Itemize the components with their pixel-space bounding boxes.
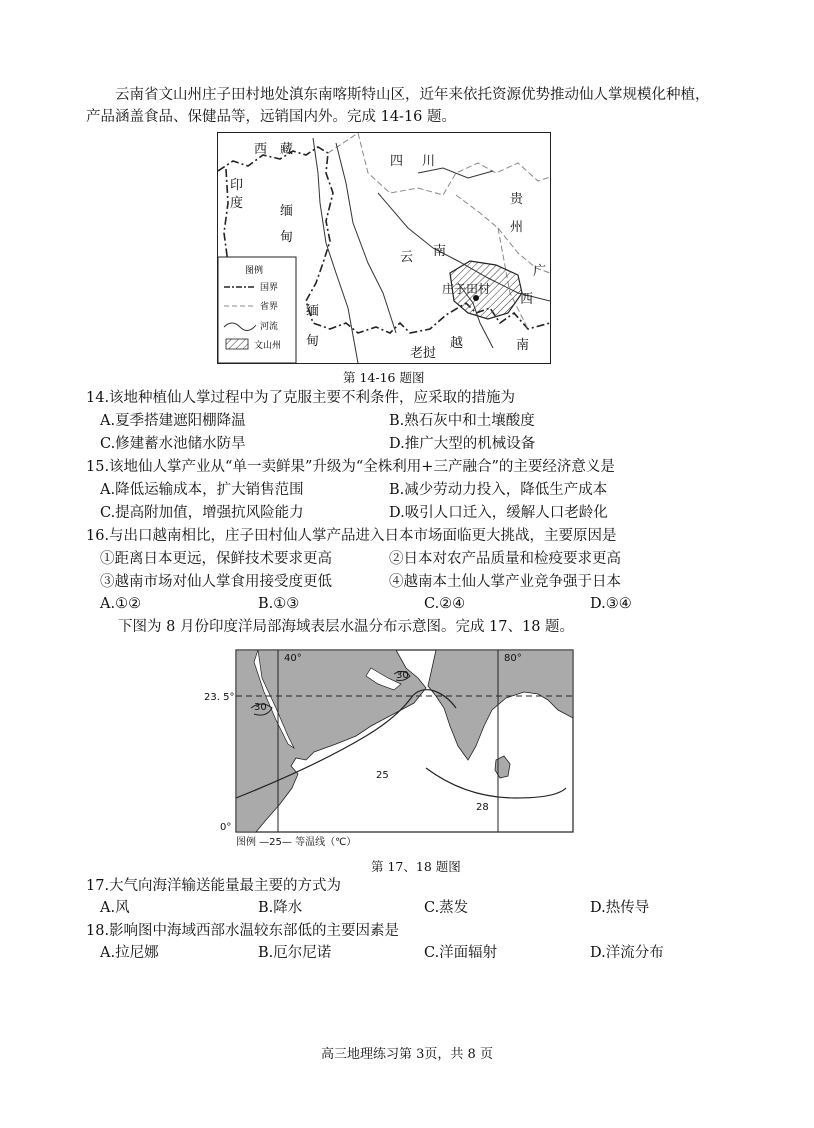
label-myanmar-b-2: 甸 [306, 334, 320, 349]
q14-option-c: C.修建蓄水池储水防旱 [100, 436, 246, 452]
q17-option-b: B.降水 [258, 900, 303, 916]
q15-option-c: C.提高附加值，增强抗风险能力 [100, 505, 304, 521]
label-laos: 老挝 [410, 346, 437, 361]
label-myanmar-a-1: 缅 [280, 204, 294, 219]
label-sichuan-2: 川 [422, 154, 436, 169]
legend-river: 河流 [260, 322, 279, 332]
q16-statement-4: ④越南本土仙人掌产业竞争强于日本 [389, 574, 621, 590]
label-lat-equator: 0° [220, 822, 232, 833]
q15-option-b: B.减少劳动力投入，降低生产成本 [389, 482, 608, 498]
label-iso25: 25 [376, 770, 389, 781]
yunnan-map [217, 132, 551, 364]
legend-national: 国界 [260, 283, 279, 293]
label-lon-40: 40° [284, 653, 302, 664]
label-guangxi-1: 广 [533, 264, 547, 279]
river-1 [313, 138, 358, 363]
q14-option-d: D.推广大型的机械设备 [389, 436, 536, 452]
q16-statement-3: ③越南市场对仙人掌食用接受度更低 [100, 574, 332, 590]
indian-ocean-map [196, 648, 580, 850]
label-vietnam-2: 南 [516, 338, 530, 353]
label-guangxi-2: 西 [520, 292, 534, 307]
q18-option-c: C.洋面辐射 [424, 945, 498, 961]
q16-option-d: D.③④ [590, 596, 632, 612]
label-xizang-2: 藏 [280, 142, 294, 157]
label-yunnan-2: 南 [433, 244, 447, 259]
q17-option-a: A.风 [100, 900, 130, 916]
map1-legend [218, 257, 296, 363]
q15-stem: 15.该地仙人掌产业从“单一卖鲜果”升级为“全株利用+三产融合”的主要经济意义是 [86, 459, 615, 475]
label-india-2: 度 [230, 196, 244, 211]
label-iso28: 28 [476, 802, 489, 813]
label-lat-tropic: 23. 5° [204, 692, 235, 703]
label-xizang-1: 西 [254, 142, 268, 157]
q16-option-a: A.①② [100, 596, 142, 612]
q17-stem: 17.大气向海洋输送能量最主要的方式为 [86, 878, 342, 894]
q18-option-b: B.厄尔尼诺 [258, 945, 332, 961]
intro-2: 下图为 8 月份印度洋局部海域表层水温分布示意图。完成 17、18 题。 [118, 619, 575, 635]
q16-option-c: C.②④ [424, 596, 466, 612]
q16-option-b: B.①③ [258, 596, 300, 612]
label-sichuan-1: 四 [390, 154, 404, 169]
q18-stem: 18.影响图中海域西部水温较东部低的主要因素是 [86, 923, 400, 939]
q14-option-b: B.熟石灰中和土壤酸度 [389, 413, 535, 429]
label-yunnan-1: 云 [400, 250, 414, 265]
q14-option-a: A.夏季搭建遮阳棚降温 [100, 413, 246, 429]
q15-option-d: D.吸引人口迁入，缓解人口老龄化 [389, 505, 608, 521]
label-india-1: 印 [230, 178, 244, 193]
label-vietnam-1: 越 [450, 336, 464, 351]
label-iso30-west: 30 [254, 702, 267, 713]
q18-option-d: D.洋流分布 [590, 945, 664, 961]
label-myanmar-a-2: 甸 [280, 230, 294, 245]
legend-title: 图例 [245, 266, 264, 276]
label-village: 庄子田村 [442, 282, 491, 296]
legend-wenshan: 文山州 [254, 341, 282, 351]
legend-province: 省界 [260, 302, 279, 312]
intro-line-1: 云南省文山州庄子田村地处滇东南喀斯特山区，近年来依托资源优势推动仙人掌规模化种植， [115, 87, 710, 103]
legend-wenshan-symbol [226, 339, 248, 349]
page-footer: 高三地理练习第 3页，共 8 页 [321, 1047, 493, 1062]
province-border-1 [328, 133, 358, 153]
q17-option-d: D.热传导 [590, 900, 650, 916]
q18-option-a: A.拉尼娜 [100, 945, 159, 961]
indian-ocean-drawing [196, 648, 580, 850]
river-4 [418, 168, 493, 178]
q16-statement-1: ①距离日本更远，保鲜技术要求更高 [100, 551, 332, 567]
intro-line-2: 产品涵盖食品、保健品等，远销国内外。完成 14-16 题。 [86, 109, 457, 125]
label-lon-80: 80° [504, 653, 522, 664]
q14-stem: 14.该地种植仙人掌过程中为了克服主要不利条件，应采取的措施为 [86, 390, 516, 406]
river-2 [336, 143, 396, 333]
q16-stem: 16.与出口越南相比，庄子田村仙人掌产品进入日本市场面临更大挑战，主要原因是 [86, 528, 617, 544]
q16-statement-2: ②日本对农产品质量和检疫要求更高 [389, 551, 621, 567]
yunnan-map-drawing [218, 133, 550, 363]
label-guizhou-1: 贵 [510, 192, 524, 207]
label-guizhou-2: 州 [510, 220, 524, 235]
map2-legend: 图例 —25— 等温线（℃） [236, 837, 357, 848]
label-iso30-gulf: 30 [396, 670, 409, 681]
q15-option-a: A.降低运输成本，扩大销售范围 [100, 482, 304, 498]
map1-caption: 第 14-16 题图 [343, 370, 425, 385]
label-myanmar-b-1: 缅 [306, 304, 320, 319]
map2-caption: 第 17、18 题图 [371, 859, 461, 874]
q17-option-c: C.蒸发 [424, 900, 469, 916]
province-border-2 [358, 133, 550, 195]
national-border-india [224, 169, 228, 263]
